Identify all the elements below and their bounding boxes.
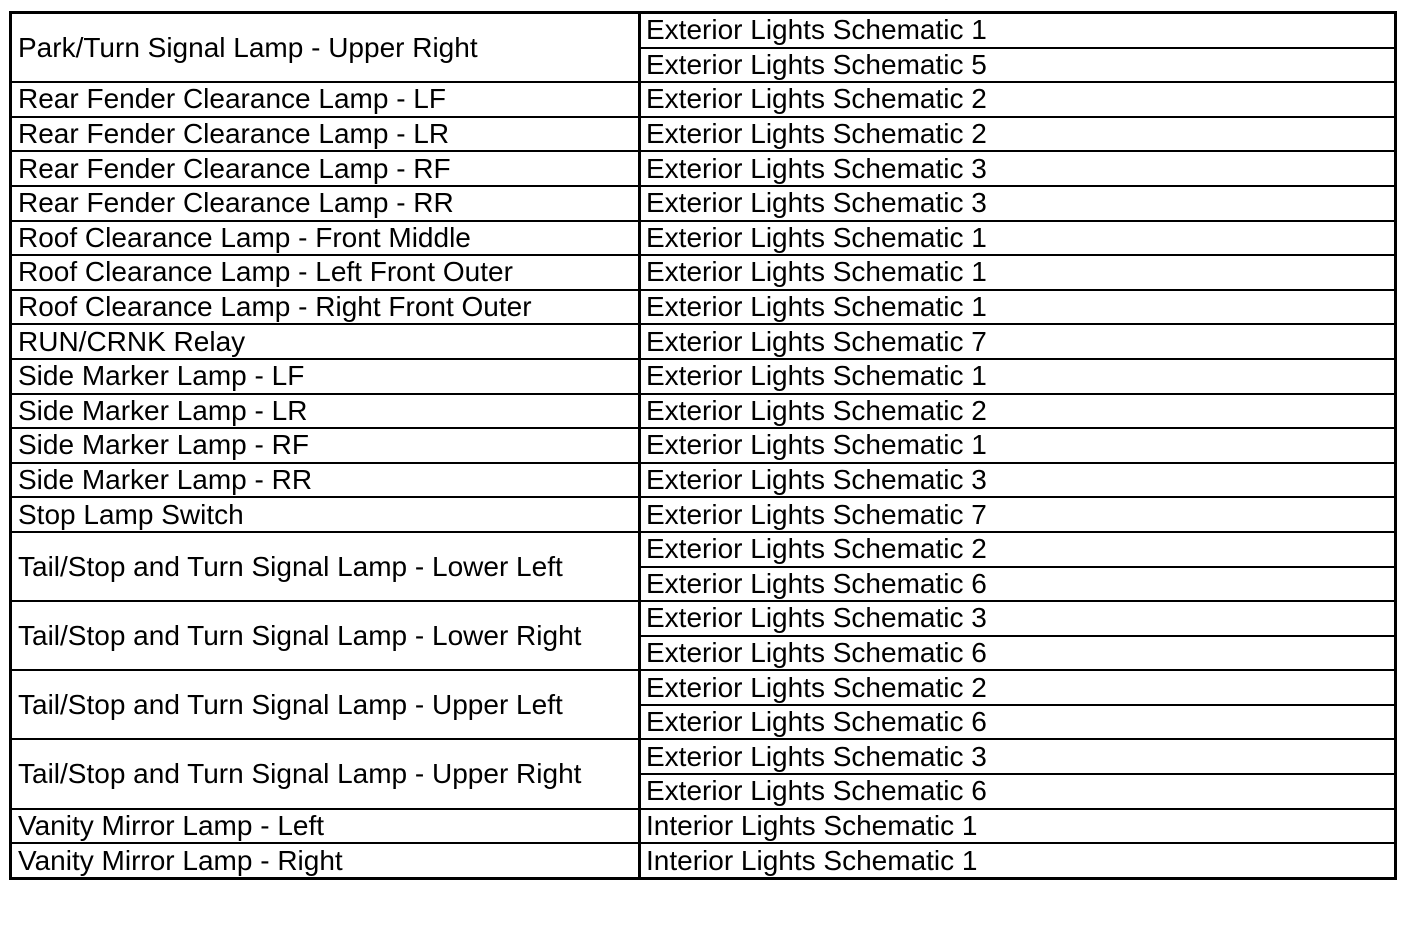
component-cell: Vanity Mirror Lamp - Right: [11, 843, 640, 878]
schematic-cell: Exterior Lights Schematic 6: [640, 636, 1396, 671]
component-cell: Side Marker Lamp - RR: [11, 463, 640, 498]
component-cell: Tail/Stop and Turn Signal Lamp - Lower Left: [11, 532, 640, 601]
table-row: [11, 359, 1396, 394]
schematic-cell: Exterior Lights Schematic 2: [640, 82, 1396, 117]
table-row: [11, 497, 1396, 532]
component-cell: Stop Lamp Switch: [11, 497, 640, 532]
table-row: [11, 739, 1396, 774]
schematic-cell: Exterior Lights Schematic 6: [640, 705, 1396, 740]
table-row: [11, 670, 1396, 705]
table-row: [11, 255, 1396, 290]
table-row: [11, 117, 1396, 152]
table-row: [11, 221, 1396, 256]
component-cell: Vanity Mirror Lamp - Left: [11, 809, 640, 844]
component-cell: Tail/Stop and Turn Signal Lamp - Lower Right: [11, 601, 640, 670]
component-schematic-table: [9, 11, 1397, 880]
component-cell: Roof Clearance Lamp - Front Middle: [11, 221, 640, 256]
component-cell: Tail/Stop and Turn Signal Lamp - Upper Right: [11, 739, 640, 808]
table-row: [11, 463, 1396, 498]
schematic-cell: Exterior Lights Schematic 3: [640, 739, 1396, 774]
component-cell: Side Marker Lamp - LR: [11, 394, 640, 429]
schematic-cell: Exterior Lights Schematic 5: [640, 48, 1396, 83]
schematic-cell: Exterior Lights Schematic 6: [640, 774, 1396, 809]
schematic-cell: Exterior Lights Schematic 1: [640, 290, 1396, 325]
component-cell: Roof Clearance Lamp - Left Front Outer: [11, 255, 640, 290]
table-row: [11, 843, 1396, 878]
component-cell: Tail/Stop and Turn Signal Lamp - Upper Left: [11, 670, 640, 739]
schematic-cell: Exterior Lights Schematic 7: [640, 324, 1396, 359]
table-row: [11, 394, 1396, 429]
component-cell: Rear Fender Clearance Lamp - RF: [11, 151, 640, 186]
table-row: [11, 324, 1396, 359]
component-cell: Roof Clearance Lamp - Right Front Outer: [11, 290, 640, 325]
schematic-cell: Interior Lights Schematic 1: [640, 843, 1396, 878]
schematic-cell: Exterior Lights Schematic 1: [640, 255, 1396, 290]
table-row: [11, 151, 1396, 186]
schematic-cell: Exterior Lights Schematic 3: [640, 186, 1396, 221]
component-cell: Rear Fender Clearance Lamp - RR: [11, 186, 640, 221]
component-cell: RUN/CRNK Relay: [11, 324, 640, 359]
table-row: [11, 809, 1396, 844]
schematic-cell: Exterior Lights Schematic 3: [640, 463, 1396, 498]
component-cell: Rear Fender Clearance Lamp - LF: [11, 82, 640, 117]
component-cell: Side Marker Lamp - LF: [11, 359, 640, 394]
table-row: [11, 82, 1396, 117]
schematic-cell: Exterior Lights Schematic 1: [640, 13, 1396, 48]
schematic-cell: Exterior Lights Schematic 7: [640, 497, 1396, 532]
table-body: [11, 13, 1396, 879]
table-row: [11, 428, 1396, 463]
schematic-cell: Interior Lights Schematic 1: [640, 809, 1396, 844]
schematic-cell: Exterior Lights Schematic 2: [640, 670, 1396, 705]
schematic-cell: Exterior Lights Schematic 3: [640, 151, 1396, 186]
component-cell: Park/Turn Signal Lamp - Upper Right: [11, 13, 640, 83]
schematic-cell: Exterior Lights Schematic 2: [640, 394, 1396, 429]
schematic-cell: Exterior Lights Schematic 6: [640, 567, 1396, 602]
table-row: [11, 13, 1396, 48]
table-row: [11, 532, 1396, 567]
schematic-cell: Exterior Lights Schematic 2: [640, 117, 1396, 152]
schematic-cell: Exterior Lights Schematic 2: [640, 532, 1396, 567]
schematic-cell: Exterior Lights Schematic 1: [640, 221, 1396, 256]
schematic-cell: Exterior Lights Schematic 3: [640, 601, 1396, 636]
table-row: [11, 290, 1396, 325]
table-row: [11, 186, 1396, 221]
schematic-cell: Exterior Lights Schematic 1: [640, 428, 1396, 463]
component-cell: Side Marker Lamp - RF: [11, 428, 640, 463]
table-row: [11, 601, 1396, 636]
schematic-cell: Exterior Lights Schematic 1: [640, 359, 1396, 394]
component-cell: Rear Fender Clearance Lamp - LR: [11, 117, 640, 152]
